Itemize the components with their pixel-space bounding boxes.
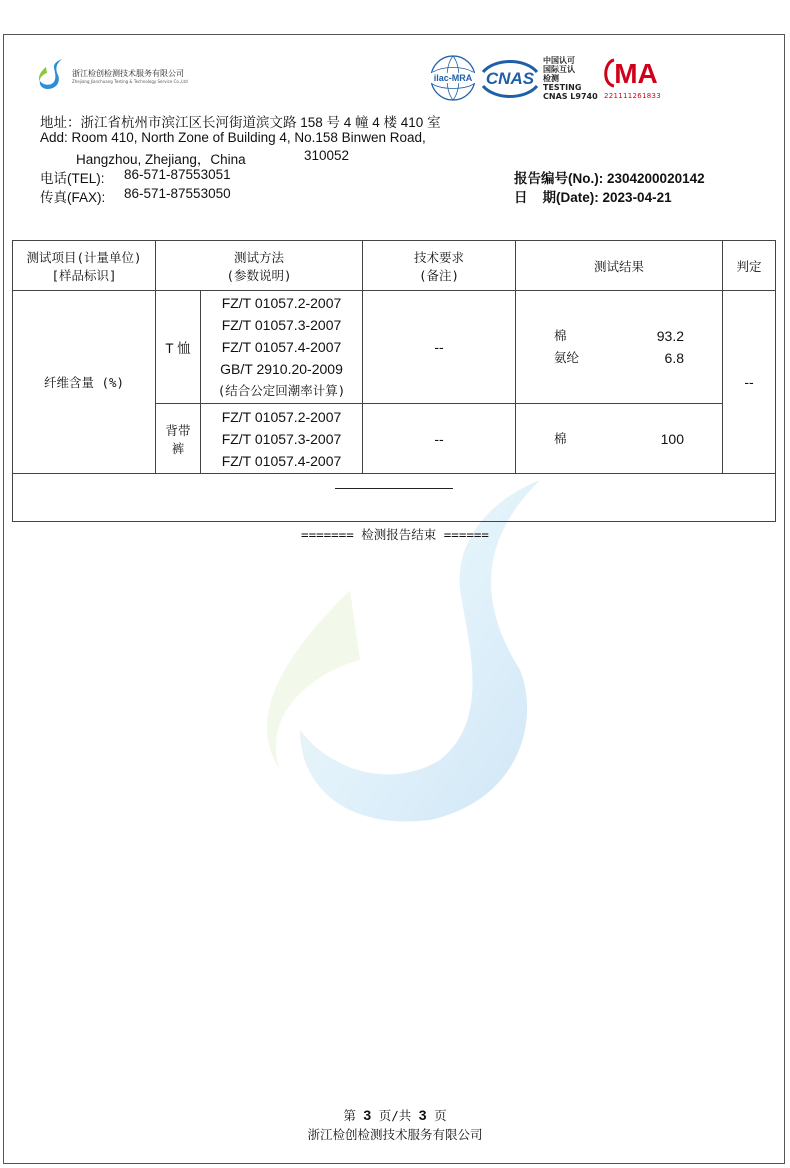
cnas-caption xyxy=(543,56,598,101)
method-cell xyxy=(201,291,363,404)
fiber-value: 93.2 xyxy=(656,328,684,344)
cnas-logo xyxy=(479,56,541,102)
report-date xyxy=(514,186,672,206)
address-cn: 地址：浙江省杭州市滨江区长河街道滨文路 158 号 4 幢 4 楼 410 室 xyxy=(40,115,441,130)
table-header-row xyxy=(13,241,776,291)
result-line xyxy=(554,325,684,347)
address-en-line2: Hangzhou, Zhejiang，China xyxy=(76,152,246,167)
method-standard: FZ/T 01057.2-2007 xyxy=(221,295,342,311)
fiber-value: 100 xyxy=(660,430,684,447)
col-header-method-line1: 测试方法 xyxy=(233,249,284,265)
col-header-method xyxy=(156,241,363,291)
col-header-req-line2: (备注) xyxy=(418,267,460,283)
page-suffix: 页 xyxy=(434,1108,447,1123)
watermark-logo xyxy=(240,470,560,830)
report-no-label: 报告编号(No.): xyxy=(514,171,604,186)
test-item-cell: 纤维含量 (%) xyxy=(13,291,156,474)
page-current: 3 xyxy=(363,1107,372,1123)
ilac-text: ilac-MRA xyxy=(433,73,473,83)
blank-row xyxy=(13,474,776,522)
col-header-requirement xyxy=(363,241,516,291)
cnas-caption-line: 国际互认 xyxy=(543,65,575,74)
result-line xyxy=(554,347,684,369)
method-standard: FZ/T 01057.4-2007 xyxy=(221,452,342,469)
cnas-caption-line: TESTING xyxy=(543,83,582,92)
fax-value: 86-571-87553050 xyxy=(124,186,231,201)
cnas-caption-line: 检测 xyxy=(543,74,559,83)
postcode: 310052 xyxy=(304,148,350,163)
method-standard: FZ/T 01057.3-2007 xyxy=(221,430,342,447)
result-line xyxy=(554,428,684,450)
method-standard: FZ/T 01057.2-2007 xyxy=(221,408,342,425)
sample-id-line: 裤 xyxy=(171,440,185,456)
fiber-name: 棉 xyxy=(554,328,567,343)
company-logo-icon xyxy=(36,58,66,90)
fiber-name: 棉 xyxy=(554,430,567,446)
page-number xyxy=(0,1106,790,1124)
cnas-text: CNAS xyxy=(485,69,535,88)
cnas-caption-line: CNAS L9740 xyxy=(543,92,598,101)
page-total: 3 xyxy=(418,1107,427,1123)
report-no-value: 2304200020142 xyxy=(607,171,705,186)
tel-label: 电话(TEL): xyxy=(40,171,105,186)
col-header-item xyxy=(13,241,156,291)
date-value: 2023-04-21 xyxy=(602,190,672,205)
method-note: (结合公定回潮率计算) xyxy=(217,383,346,398)
fax-label: 传真(FAX): xyxy=(40,190,106,205)
company-name-cn: 浙江检创检测技术服务有限公司 xyxy=(72,69,184,78)
cnas-caption-line: 中国认可 xyxy=(543,56,575,65)
sample-id-cell xyxy=(156,404,201,474)
method-standard: FZ/T 01057.3-2007 xyxy=(221,317,342,333)
requirement-cell: -- xyxy=(363,404,516,474)
page-prefix: 第 xyxy=(343,1108,356,1123)
cma-logo xyxy=(600,56,666,90)
ilac-mra-logo xyxy=(428,54,478,102)
address-en-line1: Add: Room 410, North Zone of Building 4, No.158 Binwen Road, xyxy=(40,130,426,145)
cma-text: MA xyxy=(614,58,658,89)
footer-company: 浙江检创检测技术服务有限公司 xyxy=(307,1127,483,1142)
col-header-item-line1: 测试项目(计量单位) xyxy=(26,249,142,265)
fiber-name: 氨纶 xyxy=(554,350,580,365)
page-mid: 页/共 xyxy=(378,1108,412,1123)
report-end-text: ======= 检测报告结束 ====== xyxy=(301,527,489,542)
blank-cell xyxy=(13,474,776,522)
col-header-item-line2: [样品标识] xyxy=(51,267,117,283)
col-header-method-line2: (参数说明) xyxy=(226,267,292,283)
fiber-value: 6.8 xyxy=(664,350,684,366)
table-row xyxy=(13,291,776,404)
method-standard: FZ/T 01057.4-2007 xyxy=(221,339,342,355)
company-name-en: Zhejiang Jianchuang Testing & Technology Service Co.,Ltd xyxy=(72,79,188,84)
results-table xyxy=(12,240,776,522)
date-label: 日 期(Date): xyxy=(514,190,599,205)
blank-underline xyxy=(335,488,453,489)
sample-id-cell: T 恤 xyxy=(156,291,201,404)
col-header-result: 测试结果 xyxy=(516,241,723,291)
sample-id-line: 背带 xyxy=(165,422,191,438)
result-cell xyxy=(516,404,723,474)
col-header-req-line1: 技术要求 xyxy=(413,249,464,265)
cma-number: 221111261833 xyxy=(604,92,662,100)
method-standard: GB/T 2910.20-2009 xyxy=(220,361,343,377)
judge-cell: -- xyxy=(723,291,776,474)
col-header-judge: 判定 xyxy=(723,241,776,291)
report-no xyxy=(514,167,705,187)
result-cell xyxy=(516,291,723,404)
method-cell xyxy=(201,404,363,474)
requirement-cell: -- xyxy=(363,291,516,404)
tel-value: 86-571-87553051 xyxy=(124,167,231,182)
